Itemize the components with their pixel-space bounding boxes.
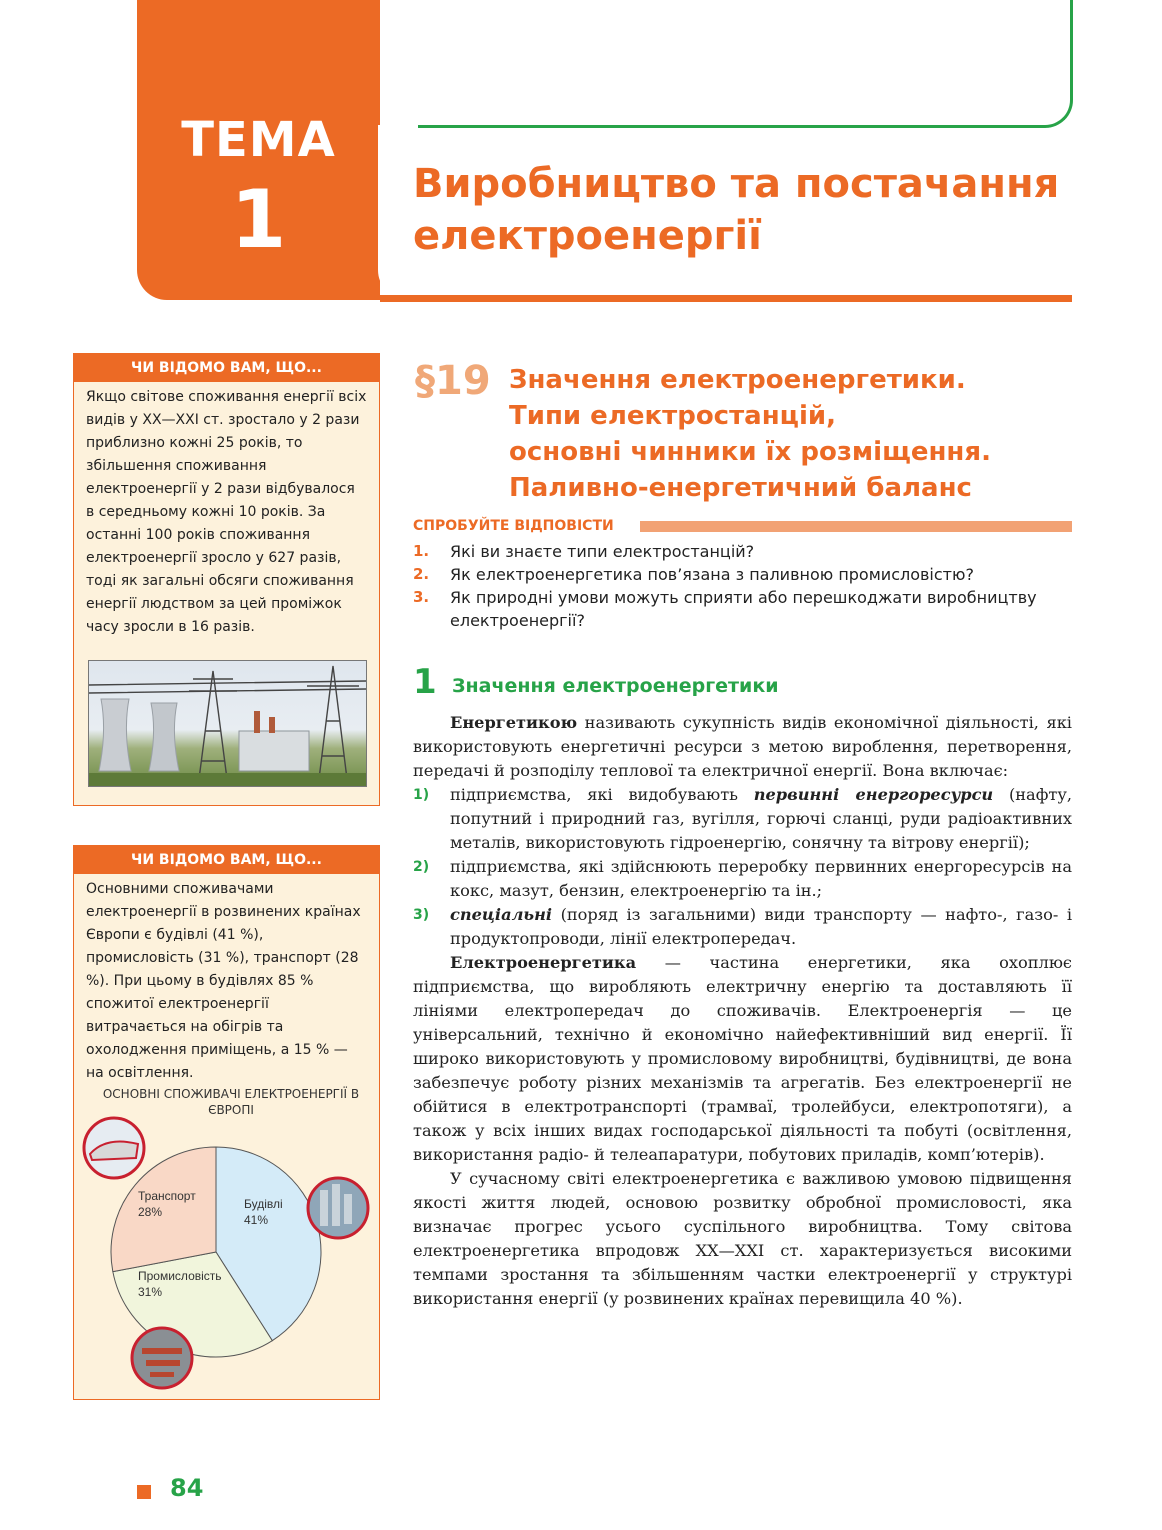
pie-slice-label: Промисловість (138, 1269, 222, 1283)
list-text: підприємства, які здійснюють переробку первинних енергоресурсів на кокс, мазут, бензин, електроенергію та ін.; (450, 857, 1072, 900)
body-text (413, 711, 1072, 1311)
list-number: 3) (413, 907, 430, 923)
pie-slice-label: Транспорт (138, 1189, 196, 1203)
chart-title: ОСНОВНІ СПОЖИВАЧІ ЕЛЕКТРОЕНЕРГІЇ В ЄВРОПІ (102, 1087, 360, 1117)
page-number: 84 (170, 1474, 204, 1502)
list-text: (нафту, попутний і природний газ, вугілля, горючі сланці, руди радіоактивних металів, використовують гідроенергію, сонячну та вітрову енергії); (450, 785, 1072, 852)
question-number: 2. (413, 565, 430, 583)
subsection-number: 1 (413, 662, 437, 702)
topic-badge (137, 0, 380, 300)
header-underline (380, 295, 1072, 302)
page-marker (137, 1485, 151, 1499)
list-text: підприємства, які видобувають (450, 785, 754, 804)
question-text: Які ви знаєте типи електростанцій? (450, 542, 755, 561)
list-text: (поряд із загальними) види транспорту — нафто-, газо- і продуктопроводи, лінії електропередач. (450, 905, 1072, 948)
question-text: Як природні умови можуть сприяти або перешкоджати виробництву електроенергії? (450, 588, 1037, 630)
list-number: 1) (413, 787, 430, 803)
factory-photo-icon (132, 1328, 192, 1388)
question-list (413, 540, 1073, 632)
paragraph-text: — частина енергетики, яка охоплює підприємства, що виробляють електричну енергію та доставляють її лініями електропередач до споживачів. Електроенергія — це універсальний, технічно й економічно найефективніший вид енергії. Її широко використовують у промисловому виробництві, будівництві, де вона забезпечує роботу різних механізмів та агрегатів. Без електроенергії не обійтися в електротранспорті (трамваї, тролейбуси, електропотяги), а також у всіх інших видах господарської діяльності та побуті (освітлення, використання радіо- й телеапаратури, побутових приладів, комп’ютерів). (413, 953, 1072, 1164)
try-answer-bar (640, 521, 1072, 532)
subsection-title: Значення електроенергетики (452, 675, 779, 697)
paragraph (413, 711, 1072, 783)
paragraph-number: §19 (415, 358, 491, 404)
list-item (413, 903, 1072, 951)
header-corner (378, 125, 418, 300)
section-title: Значення електроенергетики. Типи електростанцій, основні чинники їх розміщення. Паливно-енергетичний баланс (509, 365, 991, 503)
power-plant-photo (88, 660, 367, 787)
question-number: 3. (413, 588, 430, 606)
topic-label: ТЕМА (181, 112, 336, 168)
paragraph-text: У сучасному світі електроенергетика є важливою умовою підвищення якості життя людей, основою розвитку обробної промисловості, яка визначає прогрес усього суспільного виробництва. Тому світова електроенергетика впродовж XX—XXI ст. характеризується високими темпами зростання та збільшенням частки електроенергії у структурі використання енергії (у розвинених країнах перевищила 40 %). (413, 1169, 1072, 1308)
term: спеціальні (450, 905, 553, 924)
fact-box-heading: ЧИ ВІДОМО ВАМ, ЩО... (74, 354, 379, 382)
pie-slice-value: 41% (244, 1213, 269, 1227)
page-title: Виробництво та постачання електроенергії (413, 161, 1060, 259)
fact-box-text: Основними споживачами електроенергії в розвинених країнах Європи є будівлі (41 %), промисловість (31 %), транспорт (28 %). При цьому в будівлях 85 % спожитої електроенергії витрачається на обігрів та охолодження приміщень, а 15 % — на освітлення. (86, 881, 361, 1081)
fact-box-heading: ЧИ ВІДОМО ВАМ, ЩО... (74, 846, 379, 874)
paragraph (413, 951, 1072, 1167)
question-item (413, 563, 1073, 586)
question-item (413, 540, 1073, 563)
topic-number: 1 (230, 173, 287, 266)
paragraph-text: називають сукупність видів економічної діяльності, які використовують енергетичні ресурси з метою вироблення, перетворення, передачі й розподілу теплової та електричної енергії. Вона включає: (413, 713, 1072, 780)
pie-slice-value: 28% (138, 1205, 163, 1219)
question-item (413, 586, 1073, 632)
fact-box-text: Якщо світове споживання енергії всіх видів у XX—XXI ст. зростало у 2 рази приблизно кожні 25 років, то збільшення споживання електроенергії у 2 рази відбувалося в середньому кожні 10 років. За останні 100 років споживання електроенергії зросло у 627 разів, тоді як загальні обсяги споживання енергії людством за цей проміжок часу зросли в 16 разів. (86, 389, 367, 635)
list-number: 2) (413, 859, 430, 875)
question-number: 1. (413, 542, 430, 560)
question-text: Як електроенергетика пов’язана з паливною промисловістю? (450, 565, 974, 584)
list-item (413, 783, 1072, 855)
term: первинні енергоресурси (753, 785, 994, 804)
try-answer-heading: СПРОБУЙТЕ ВІДПОВІСТИ (413, 518, 614, 534)
paragraph (413, 1167, 1072, 1311)
header-frame-line (380, 0, 1073, 128)
pie-slice-value: 31% (138, 1285, 163, 1299)
pie-slice-label: Будівлі (244, 1197, 283, 1211)
pie-chart (76, 1110, 376, 1400)
list-item (413, 855, 1072, 903)
term: Енергетикою (450, 713, 578, 732)
term: Електроенергетика (450, 953, 637, 972)
